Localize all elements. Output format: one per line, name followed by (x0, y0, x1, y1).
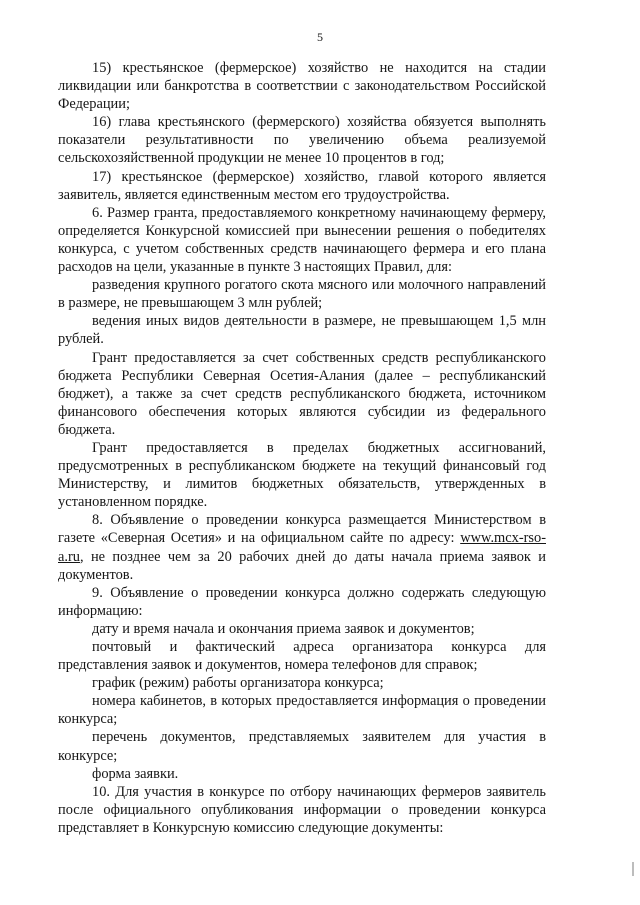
paragraph-rooms: номера кабинетов, в которых предоставляется информация о проведении конкурса; (58, 693, 546, 728)
paragraph-cattle-grant: разведения крупного рогатого скота мясного или молочного направлений в размере, не превышающем 3 млн рублей; (58, 277, 546, 312)
paragraph-clause-10: 10. Для участия в конкурсе по отбору начинающих фермеров заявитель после официального опубликования информации о проведении конкурса представляет в Конкурсную комиссию следующие документы: (58, 783, 546, 836)
paragraph-clause-6: 6. Размер гранта, предоставляемого конкретному начинающему фермеру, определяется Конкурсной комиссией при вынесении решения о победителях конкурса, с учетом собственных средств начинающего фермера и его плана расходов на цели, указанные в пункте 3 настоящих Правил, для: (58, 204, 546, 276)
paragraph-item-15: 15) крестьянское (фермерское) хозяйство не находится на стадии ликвидации или банкротства в соответствии с законодательством Российской Федерации; (58, 60, 546, 113)
paragraph-schedule: график (режим) работы организатора конкурса; (92, 675, 384, 692)
page-number: 5 (317, 30, 323, 44)
paragraph-dates: дату и время начала и окончания приема заявок и документов; (92, 620, 475, 637)
paragraph-grant-source: Грант предоставляется за счет собственных средств республиканского бюджета Республики Северная Осетия-Алания (далее – республиканский бюджет), а также за счет средств республиканского бюджета, источником финансового обеспечения которых являются субсидии из федерального бюджета. (58, 349, 546, 438)
clause-8-text-before: 8. Объявление о проведении конкурса размещается Министерством в газете «Северная Осетия» и на официальном сайте по адресу: (58, 512, 546, 547)
document-body (58, 59, 546, 837)
paragraph-item-17: 17) крестьянское (фермерское) хозяйство, главой которого является заявитель, является единственным местом его трудоустройства. (58, 168, 546, 203)
paragraph-item-16: 16) глава крестьянского (фермерского) хозяйства обязуется выполнять показатели результативности по увеличению объема реализуемой сельскохозяйственной продукции не менее 10 процентов в год; (58, 114, 546, 167)
paragraph-clause-9: 9. Объявление о проведении конкурса должно содержать следующую информацию: (58, 584, 546, 619)
paragraph-other-activities: ведения иных видов деятельности в размере, не превышающем 1,5 млн рублей. (58, 313, 546, 348)
paragraph-clause-8 (58, 511, 546, 583)
paragraph-application-form: форма заявки. (92, 765, 179, 782)
clause-8-text-after: , не позднее чем за 20 рабочих дней до даты начала приема заявок и документов. (58, 548, 546, 583)
paragraph-documents-list: перечень документов, представляемых заявителем для участия в конкурсе; (58, 729, 546, 764)
website-link[interactable]: www.mcx-rso-a.ru (58, 530, 546, 565)
paragraph-addresses: почтовый и фактический адреса организатора конкурса для представления заявок и документов, номера телефонов для справок; (58, 639, 546, 674)
paragraph-grant-limits: Грант предоставляется в пределах бюджетных ассигнований, предусмотренных в республиканском бюджете на текущий финансовый год Министерству, и лимитов бюджетных обязательств, утвержденных в установленном порядке. (58, 439, 546, 511)
scan-edge-mark (632, 862, 634, 876)
